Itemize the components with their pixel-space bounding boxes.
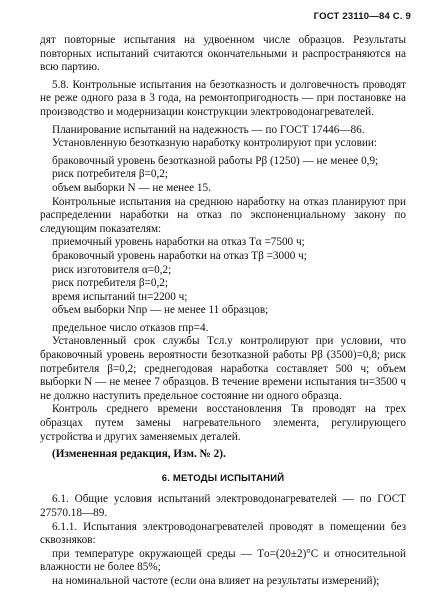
paragraph: Контроль среднего времени восстановления Tв проводят на трех образцах путем замены нагревательного элемента, регулирующего устройства и других заменяемых деталей. — [40, 403, 406, 443]
paragraph: 5.8. Контрольные испытания на безотказность и долговечность проводят не реже одного раза в 3 года, на ремонтопригодность — при постановке на производство и модернизации конструкции электроводонагревателей. — [40, 78, 406, 118]
paragraph: при температуре окружающей среды — Tо=(20±2)°C и относительной влажности не более 85%; — [40, 547, 406, 574]
paragraph: риск изготовителя α=0,2; — [52, 263, 172, 276]
paragraph: объем выборки N — не менее 15. — [52, 181, 211, 194]
paragraph: приемочный уровень наработки на отказ Tα =7500 ч; — [52, 236, 305, 249]
paragraph: дят повторные испытания на удвоенном числе образцов. Результаты повторных испытаний считаются окончательными и распространяются на всю партию. — [40, 34, 406, 74]
paragraph: 6.1. Общие условия испытаний электроводонагревателей — по ГОСТ 27570.18—89. — [40, 493, 406, 519]
paragraph: браковочный уровень безотказной работы Pβ (1250) — не менее 0,9; — [52, 154, 379, 167]
paragraph: объем выборки Nпр — не менее 11 образцов; — [52, 304, 269, 317]
paragraph: Планирование испытаний на надежность — по ГОСТ 17446—86. — [52, 123, 365, 136]
paragraph: Контрольные испытания на среднюю наработку на отказ планируют при распределении наработки на отказ по экспоненциальному закону по следующим показателям: — [40, 195, 406, 235]
section-heading: 6. МЕТОДЫ ИСПЫТАНИЙ — [161, 472, 285, 484]
paragraph: на номинальной частоте (если она влияет на результаты измерений); — [52, 574, 380, 587]
paragraph: 6.1.1. Испытания электроводонагревателей проводят в помещении без сквозняков: — [40, 520, 406, 547]
paragraph: Установленную безотказную наработку контролируют при условии: — [52, 137, 377, 150]
page-header: ГОСТ 23110—84 С. 9 — [313, 11, 411, 22]
paragraph: время испытаний tн=2200 ч; — [52, 290, 188, 303]
paragraph: риск потребителя β=0,2; — [52, 277, 168, 290]
paragraph: браковочный уровень наработки на отказ Tβ =3000 ч; — [52, 249, 307, 262]
paragraph: риск потребителя β=0,2; — [52, 168, 168, 181]
paragraph: предельное число отказов rпр=4. — [52, 321, 209, 334]
paragraph: Установленный срок службы Tсл.у контролируют при условии, что браковочный уровень вероятности безотказной работы Pβ (3500)=0,8; риск потребителя β=0,2; среднегодовая наработка составляет 500 ч; объем выборки N — не менее 7 образцов. В течение времени испытания tн=3500 ч не должно наступить предельное состояние ни одного образца. — [40, 335, 406, 402]
document-body — [40, 34, 406, 589]
amendment-note: (Измененная редакция, Изм. № 2). — [52, 448, 226, 461]
